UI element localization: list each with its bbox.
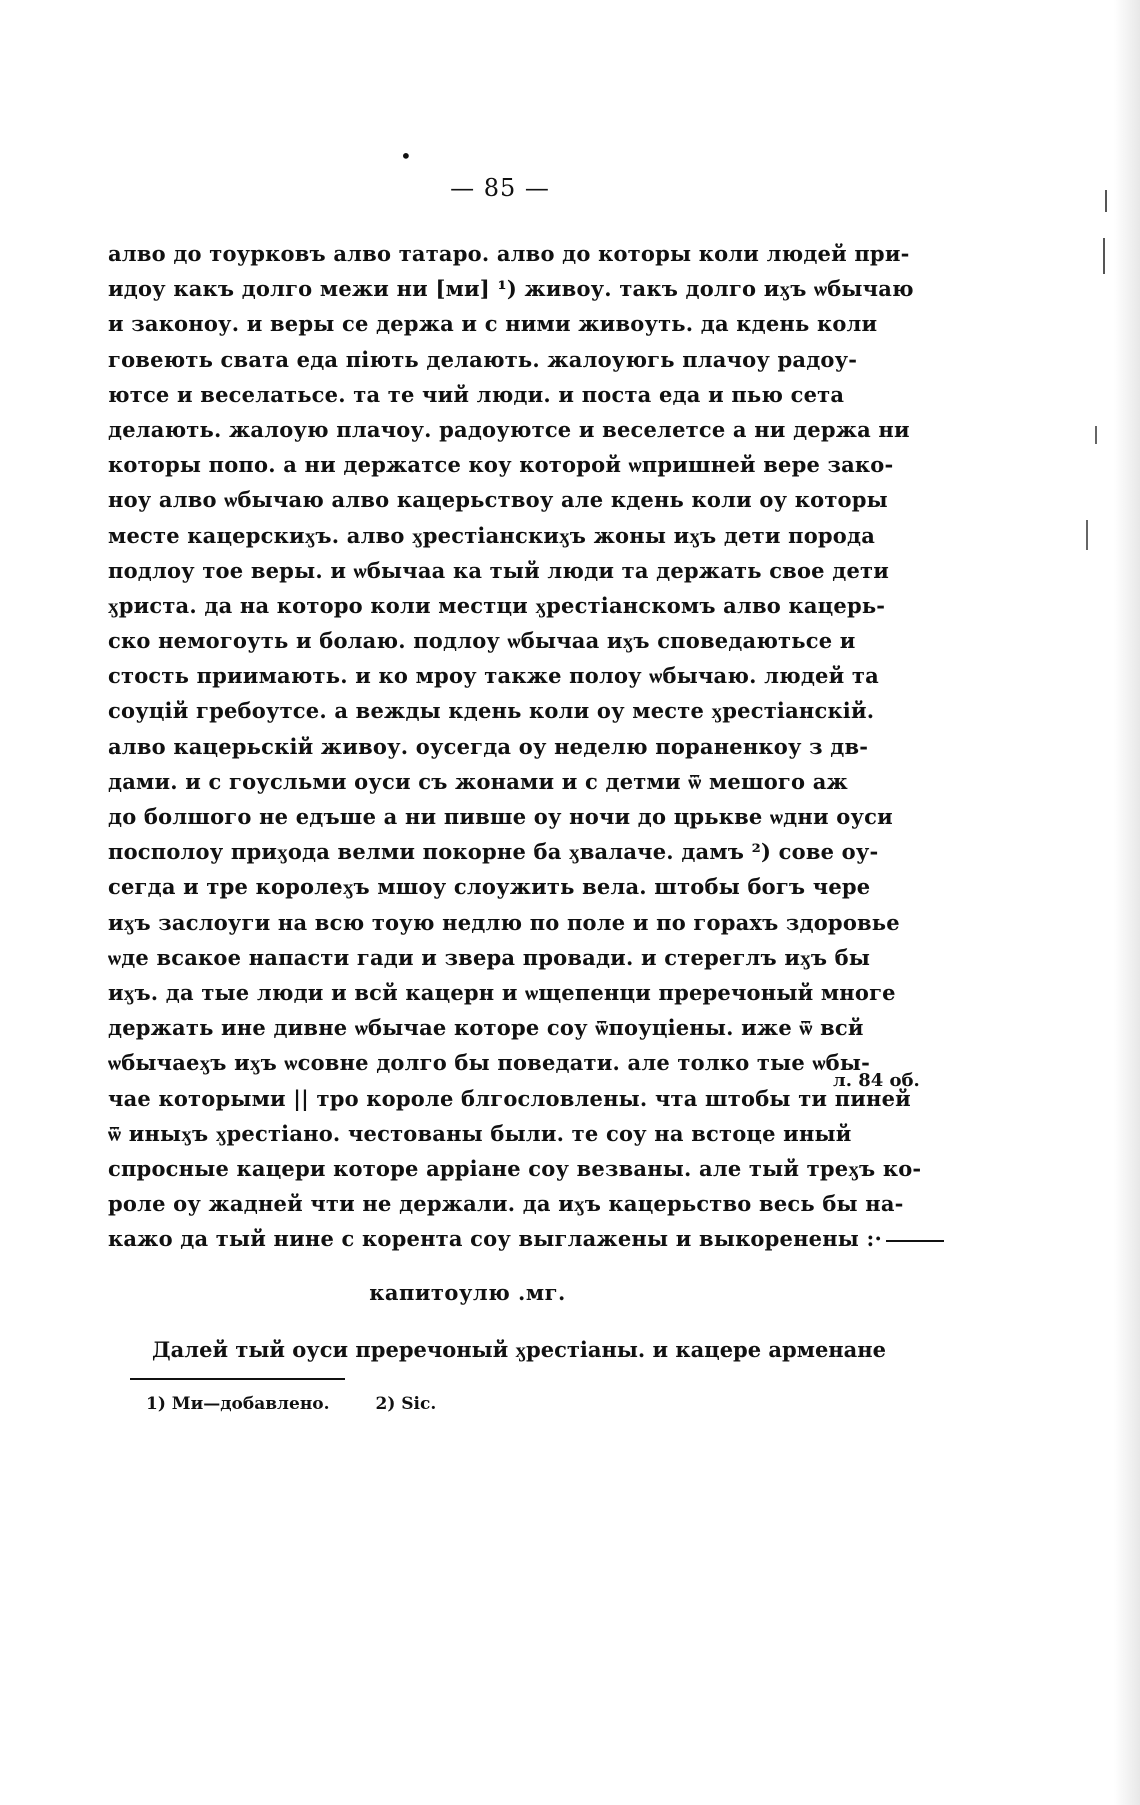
margin-folio-note: л. 84 об.	[833, 1070, 920, 1091]
text-line: соуцій гребоутсе. а вежды кдень коли оу месте ӽрестіанскій.	[108, 698, 875, 724]
text-line: и законоу. и веры се держа и с ними живоуть. да кдень коли	[108, 311, 878, 337]
footnote-rule	[130, 1378, 345, 1380]
text-line: дами. и с гоусльми оуси съ жонами и с детми ѿ мешого аж	[108, 768, 848, 794]
text-line: делають. жалоую плачоу. радоуютсе и веселетсе а ни держа ни	[108, 416, 910, 442]
final-line-text: кажо да тый нине с корента соу выглажены и выкоренены :·	[108, 1226, 883, 1252]
page-dot: •	[400, 144, 412, 168]
text-line: держать ине дивне ѡбычае которе соу ѿпоуціены. иже ѿ всй	[108, 1015, 864, 1041]
text-line: ѿ иныӽъ ӽрестіано. честованы были. те соу на встоце иный	[108, 1120, 852, 1146]
text-line: подлоу тое веры. и ѡбычаа ка тый люди та держать свое дети	[108, 557, 889, 583]
text-line: алво до тоурковъ алво татаро. алво до которы коли людей при-	[108, 241, 910, 266]
text-line: до болшого не едъше а ни пивше оу ночи до црькве ѡдни оуси	[108, 804, 893, 829]
scan-artifact	[1095, 426, 1097, 444]
text-line: ѡде всакое напасти гади и звера провади. и стерeглъ иӽъ бы	[108, 944, 871, 970]
chapter-heading: капитоулю .мг.	[369, 1280, 566, 1305]
scan-edge	[1114, 0, 1140, 1805]
text-line: ѡбычаеӽъ иӽъ ѡсовне долго бы поведати. але толко тые ѡбы-	[108, 1050, 871, 1076]
text-line: идоу какъ долго межи ни [ми] ¹) живоу. такъ долго иӽъ ѡбычаю	[108, 276, 914, 302]
text-line: ско немогоуть и болаю. подлоу ѡбычаа иӽъ споведаютьсе и	[108, 628, 856, 654]
text-line: которы попо. а ни держатсе коу которой ѡпришней вере зако-	[108, 452, 894, 478]
text-line: месте кацерскиӽъ. алво ӽрестіанскиӽъ жоны иӽъ дети порода	[108, 522, 875, 548]
text-line: алво кацерьскій живоу. оусегда оу неделю пораненкоу з дв-	[108, 733, 869, 759]
text-line: сегда и тре королеӽъ мшоу слоужить вела. штобы богъ чере	[108, 874, 871, 900]
end-rule	[886, 1240, 944, 1242]
text-line: иӽъ. да тые люди и всй кацерн и ѡщепенци пpеречоный многе	[108, 979, 896, 1005]
text-line-final	[108, 1221, 883, 1256]
page-number: — 85 —	[450, 174, 550, 202]
text-line: говеють свата еда піють делають. жалоуюгь плачоу радоу-	[108, 346, 858, 372]
text-line: роле оу жадней чти не держали. да иӽъ кацерьство весь бы на-	[108, 1191, 904, 1217]
text-line: ӽриста. да на которо коли местци ӽрестіанскомъ алво кацерь-	[108, 592, 886, 618]
scan-artifact	[1103, 238, 1105, 274]
text-line: стость приимають. и ко мроу также полоу ѡбычаю. людей та	[108, 663, 879, 689]
text-line: иӽъ заслоуги на всю тоую недлю по поле и по горахъ здоровье	[108, 909, 900, 935]
text-line: посполоу приӽода велми покорне ба ӽвалаче. дамъ ²) сове оу-	[108, 839, 879, 865]
scan-artifact	[1105, 190, 1107, 212]
text-line: ноу алво ѡбычаю алво кацерьствоу але кдень коли оу которы	[108, 487, 888, 513]
chapter-first-line: Далей тый оуси пpеречоный ӽрестіаны. и кацере арменане	[152, 1337, 887, 1362]
footnotes	[146, 1394, 476, 1414]
text-line: ютсе и веселатьсе. та те чий люди. и поста еда и пью сета	[108, 381, 845, 407]
text-line: чае которыми || тро короле блгословлены. чта штобы ти пиней	[108, 1085, 911, 1111]
footnote-1: 1) Ми—добавлено.	[146, 1394, 330, 1414]
footnote-2: 2) Sic.	[375, 1394, 437, 1414]
scan-artifact	[1086, 520, 1088, 550]
text-line: спросные кацери которе аррiане соу везваны. але тый треӽъ ко-	[108, 1155, 922, 1181]
